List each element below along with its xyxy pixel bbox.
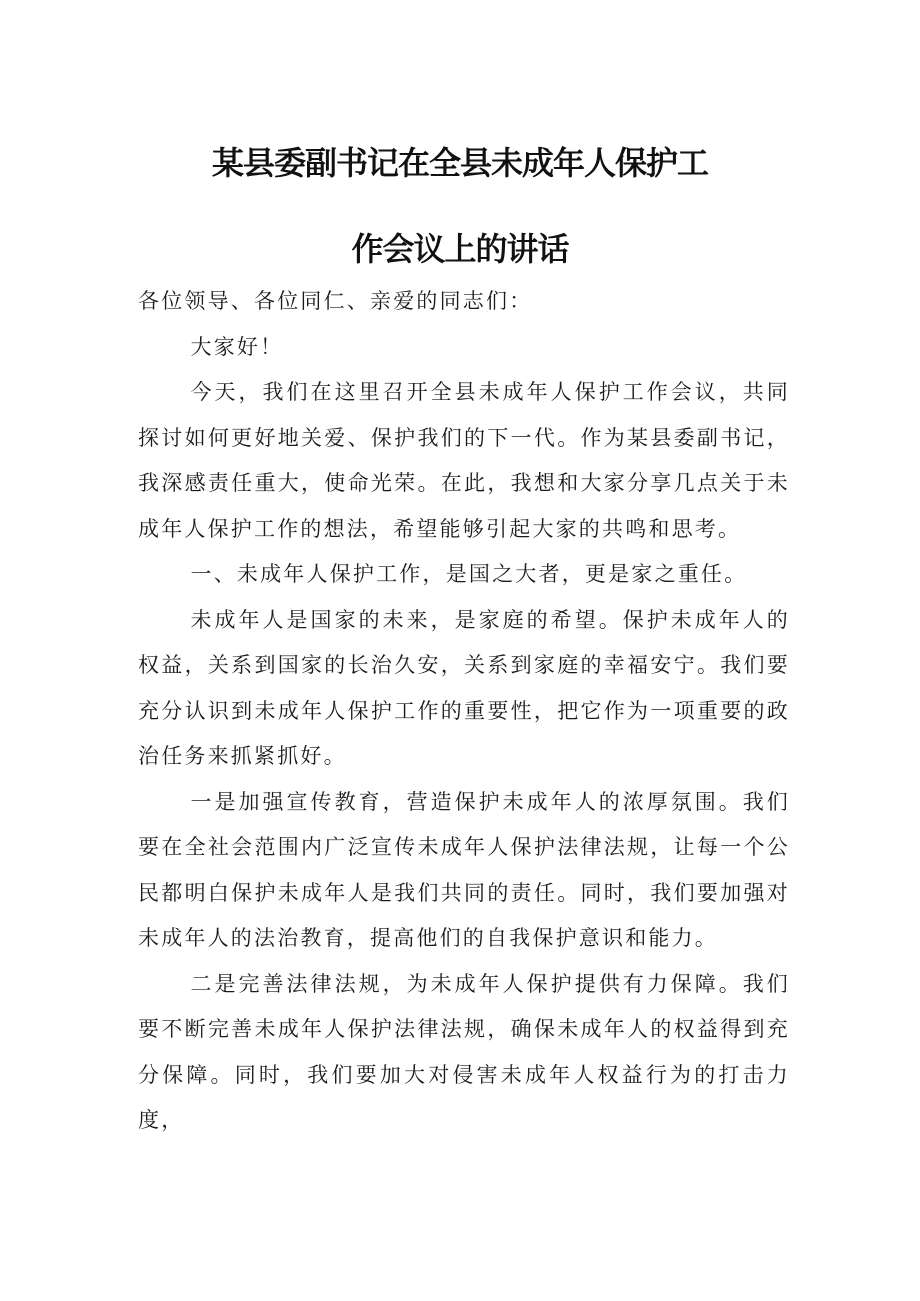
paragraph-point-2: 二是完善法律法规，为未成年人保护提供有力保障。我们要不断完善未成年人保护法律法规，确保未成年人的权益得到充分保障。同时，我们要加大对侵害未成年人权益行为的打击力度， bbox=[138, 971, 790, 1132]
greeting: 大家好！ bbox=[190, 334, 284, 359]
salutation: 各位领导、各位同仁、亲爱的同志们： bbox=[138, 289, 533, 313]
paragraph-significance: 未成年人是国家的未来，是家庭的希望。保护未成年人的权益，关系到国家的长治久安，关系到家庭的幸福安宁。我们要充分认识到未成年人保护工作的重要性，把它作为一项重要的政治任务来抓紧抓好。 bbox=[138, 607, 790, 768]
document-title-line-1: 某县委副书记在全县未成年人保护工 bbox=[211, 144, 708, 182]
document-body bbox=[138, 279, 790, 1144]
paragraph-point-1: 一是加强宣传教育，营造保护未成年人的浓厚氛围。我们要在全社会范围内广泛宣传未成年人保护法律法规，让每一个公民都明白保护未成年人是我们共同的责任。同时，我们要加强对未成年人的法治教育，提高他们的自我保护意识和能力。 bbox=[138, 789, 790, 950]
section-heading-1: 一、未成年人保护工作，是国之大者，更是家之重任。 bbox=[190, 562, 748, 586]
paragraph-opening: 今天，我们在这里召开全县未成年人保护工作会议，共同探讨如何更好地关爱、保护我们的下一代。作为某县委副书记，我深感责任重大，使命光荣。在此，我想和大家分享几点关于未成年人保护工作的想法，希望能够引起大家的共鸣和思考。 bbox=[138, 380, 790, 541]
document-title-line-2: 作会议上的讲话 bbox=[351, 230, 569, 268]
